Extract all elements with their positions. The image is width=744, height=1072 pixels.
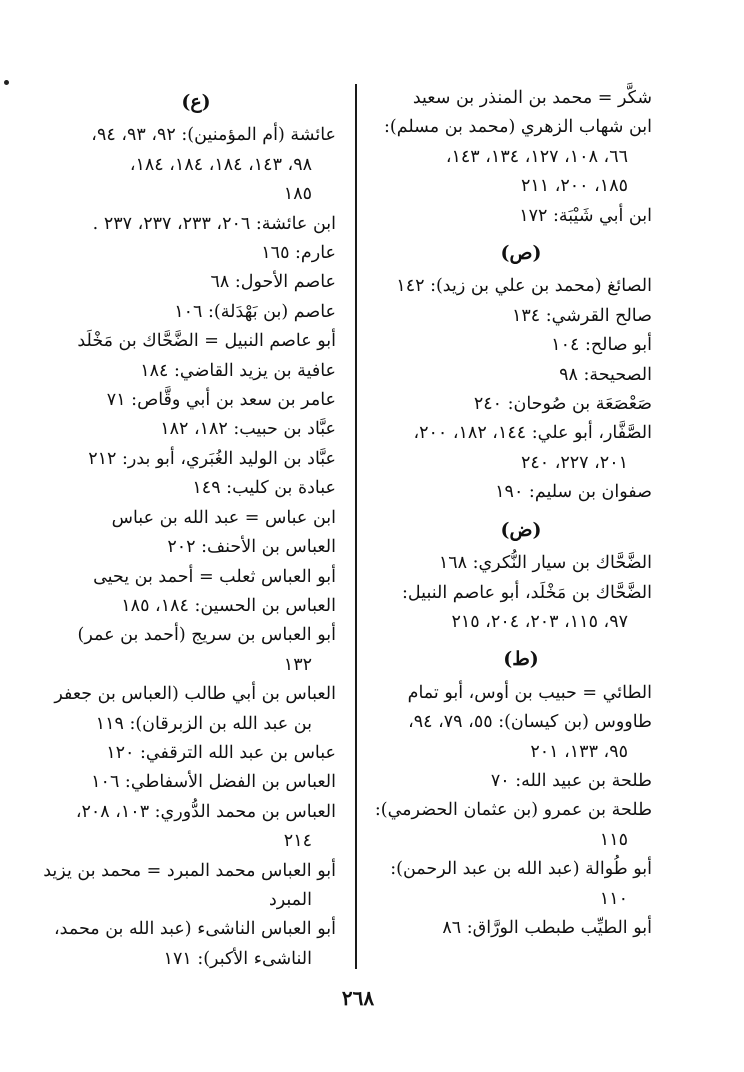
index-entry: ابن عباس = عبد الله بن عباس: [111, 507, 336, 528]
section-letter-heading: (ص): [500, 242, 542, 265]
index-entry: الطائي = حبيب بن أوس، أبو تمام: [407, 682, 652, 703]
index-entry-continuation: المبرد: [268, 889, 312, 910]
index-entry: الصَّفَّار، أبو علي: ١٤٤، ١٨٢، ٢٠٠،: [413, 423, 652, 444]
index-entry: الصائغ (محمد بن علي بن زيد): ١٤٢: [396, 276, 652, 297]
index-entry-continuation: ١١٥: [599, 829, 628, 850]
index-entry: أبو العباس الناشىء (عبد الله بن محمد،: [54, 919, 336, 940]
index-entry: صالح القرشي: ١٣٤: [512, 305, 652, 326]
index-entry: شكَّر = محمد بن المنذر بن سعيد: [412, 88, 652, 108]
index-entry: أبو عاصم النبيل = الضَّحَّاك بن مَخْلَد: [77, 331, 336, 352]
index-entry: الصحيحة: ٩٨: [559, 364, 652, 385]
page-number: ٢٦٨: [341, 986, 375, 1010]
index-entry-continuation: ٢١٤: [283, 831, 312, 852]
index-entry: عاصم (بن بَهْدَلة): ١٠٦: [174, 301, 336, 322]
index-entry: أبو العباس ثعلب = أحمد بن يحيى: [93, 566, 336, 587]
index-entry-continuation: ٩٥، ١٣٣، ٢٠١: [530, 741, 628, 762]
index-entry-continuation: بن عبد الله بن الزبرقان): ١١٩: [95, 713, 312, 734]
index-entry: عباس بن عبد الله الترقفي: ١٢٠: [106, 742, 336, 763]
index-entry: طلحة بن عمرو (بن عثمان الحضرمي):: [374, 800, 652, 821]
index-entry-continuation: ٢٠١، ٢٢٧، ٢٤٠: [520, 452, 628, 473]
section-letter-heading: (ط): [503, 648, 539, 671]
index-entry-continuation: ١٣٢: [283, 654, 312, 675]
index-entry: الضَّحَّاك بن مَخْلَد، أبو عاصم النبيل:: [402, 582, 652, 603]
index-entry: عائشة (أم المؤمنين): ٩٢، ٩٣، ٩٤،: [91, 125, 336, 146]
index-entry: عبَّاد بن حبيب: ١٨٢، ١٨٢: [160, 419, 336, 440]
index-entry: عبَّاد بن الوليد الغُبَري، أبو بدر: ٢١٢: [88, 448, 336, 469]
index-entry: طلحة بن عبيد الله: ٧٠: [490, 770, 652, 791]
section-letter-heading: (ض): [500, 518, 542, 541]
index-entry: عافية بن يزيد القاضي: ١٨٤: [140, 360, 336, 381]
index-entry: ابن شهاب الزهري (محمد بن مسلم):: [384, 117, 652, 138]
index-entry: الضَّحَّاك بن سيار النُّكري: ١٦٨: [438, 553, 652, 574]
index-entry-continuation: ٩٨، ١٤٣، ١٨٤، ١٨٤، ١٨٤،: [129, 154, 312, 175]
index-entry: أبو الطيِّب طبطب الورَّاق: ٨٦: [442, 917, 652, 938]
index-entry: العباس بن محمد الدُّوري: ١٠٣، ٢٠٨،: [75, 801, 336, 822]
index-column-left: [43, 84, 336, 974]
index-entry: أبو طُوالة (عبد الله بن عبد الرحمن):: [390, 859, 652, 880]
index-entry-continuation: ٦٦، ١٠٨، ١٢٧، ١٣٤، ١٤٣،: [445, 146, 628, 167]
column-divider: [355, 84, 357, 969]
index-entry-continuation: ٩٧، ١١٥، ٢٠٣، ٢٠٤، ٢١٥: [451, 611, 628, 632]
index-entry: العباس بن الأحنف: ٢٠٢: [167, 537, 336, 558]
index-entry: صَعْصَعَة بن صُوحان: ٢٤٠: [473, 394, 652, 415]
index-entry: أبو صالح: ١٠٤: [551, 335, 652, 356]
index-entry-continuation: الناشىء الأكبر): ١٧١: [163, 948, 312, 969]
index-entry: عارم: ١٦٥: [261, 243, 336, 264]
index-entry-continuation: ١١٠: [599, 888, 628, 909]
index-entry: عبادة بن كليب: ١٤٩: [192, 478, 336, 499]
index-entry: عامر بن سعد بن أبي وقَّاص: ٧١: [106, 390, 336, 411]
index-entry: ابن أبي شَيْبَة: ١٧٢: [519, 205, 652, 226]
index-entry: صفوان بن سليم: ١٩٠: [495, 482, 652, 503]
index-entry-continuation: ١٨٥: [283, 184, 312, 205]
scan-dot-mark: [4, 80, 9, 85]
index-entry: أبو العباس بن سريج (أحمد بن عمر): [77, 625, 336, 646]
index-entry-continuation: ١٨٥، ٢٠٠، ٢١١: [520, 176, 628, 197]
index-entry: العباس بن الحسين: ١٨٤، ١٨٥: [121, 595, 336, 616]
index-column-right: [374, 84, 652, 943]
index-entry: العباس بن الفضل الأسفاطي: ١٠٦: [91, 772, 336, 793]
index-entry: ابن عائشة: ٢٠٦، ٢٣٣، ٢٣٧، ٢٣٧ .: [92, 213, 336, 234]
index-entry: طاووس (بن كيسان): ٥٥، ٧٩، ٩٤،: [408, 712, 652, 733]
index-entry: عاصم الأحول: ٦٨: [210, 272, 336, 293]
index-entry: أبو العباس محمد المبرد = محمد بن يزيد: [43, 860, 336, 881]
section-letter-heading: (ع): [181, 91, 211, 113]
index-entry: العباس بن أبي طالب (العباس بن جعفر: [54, 684, 336, 705]
